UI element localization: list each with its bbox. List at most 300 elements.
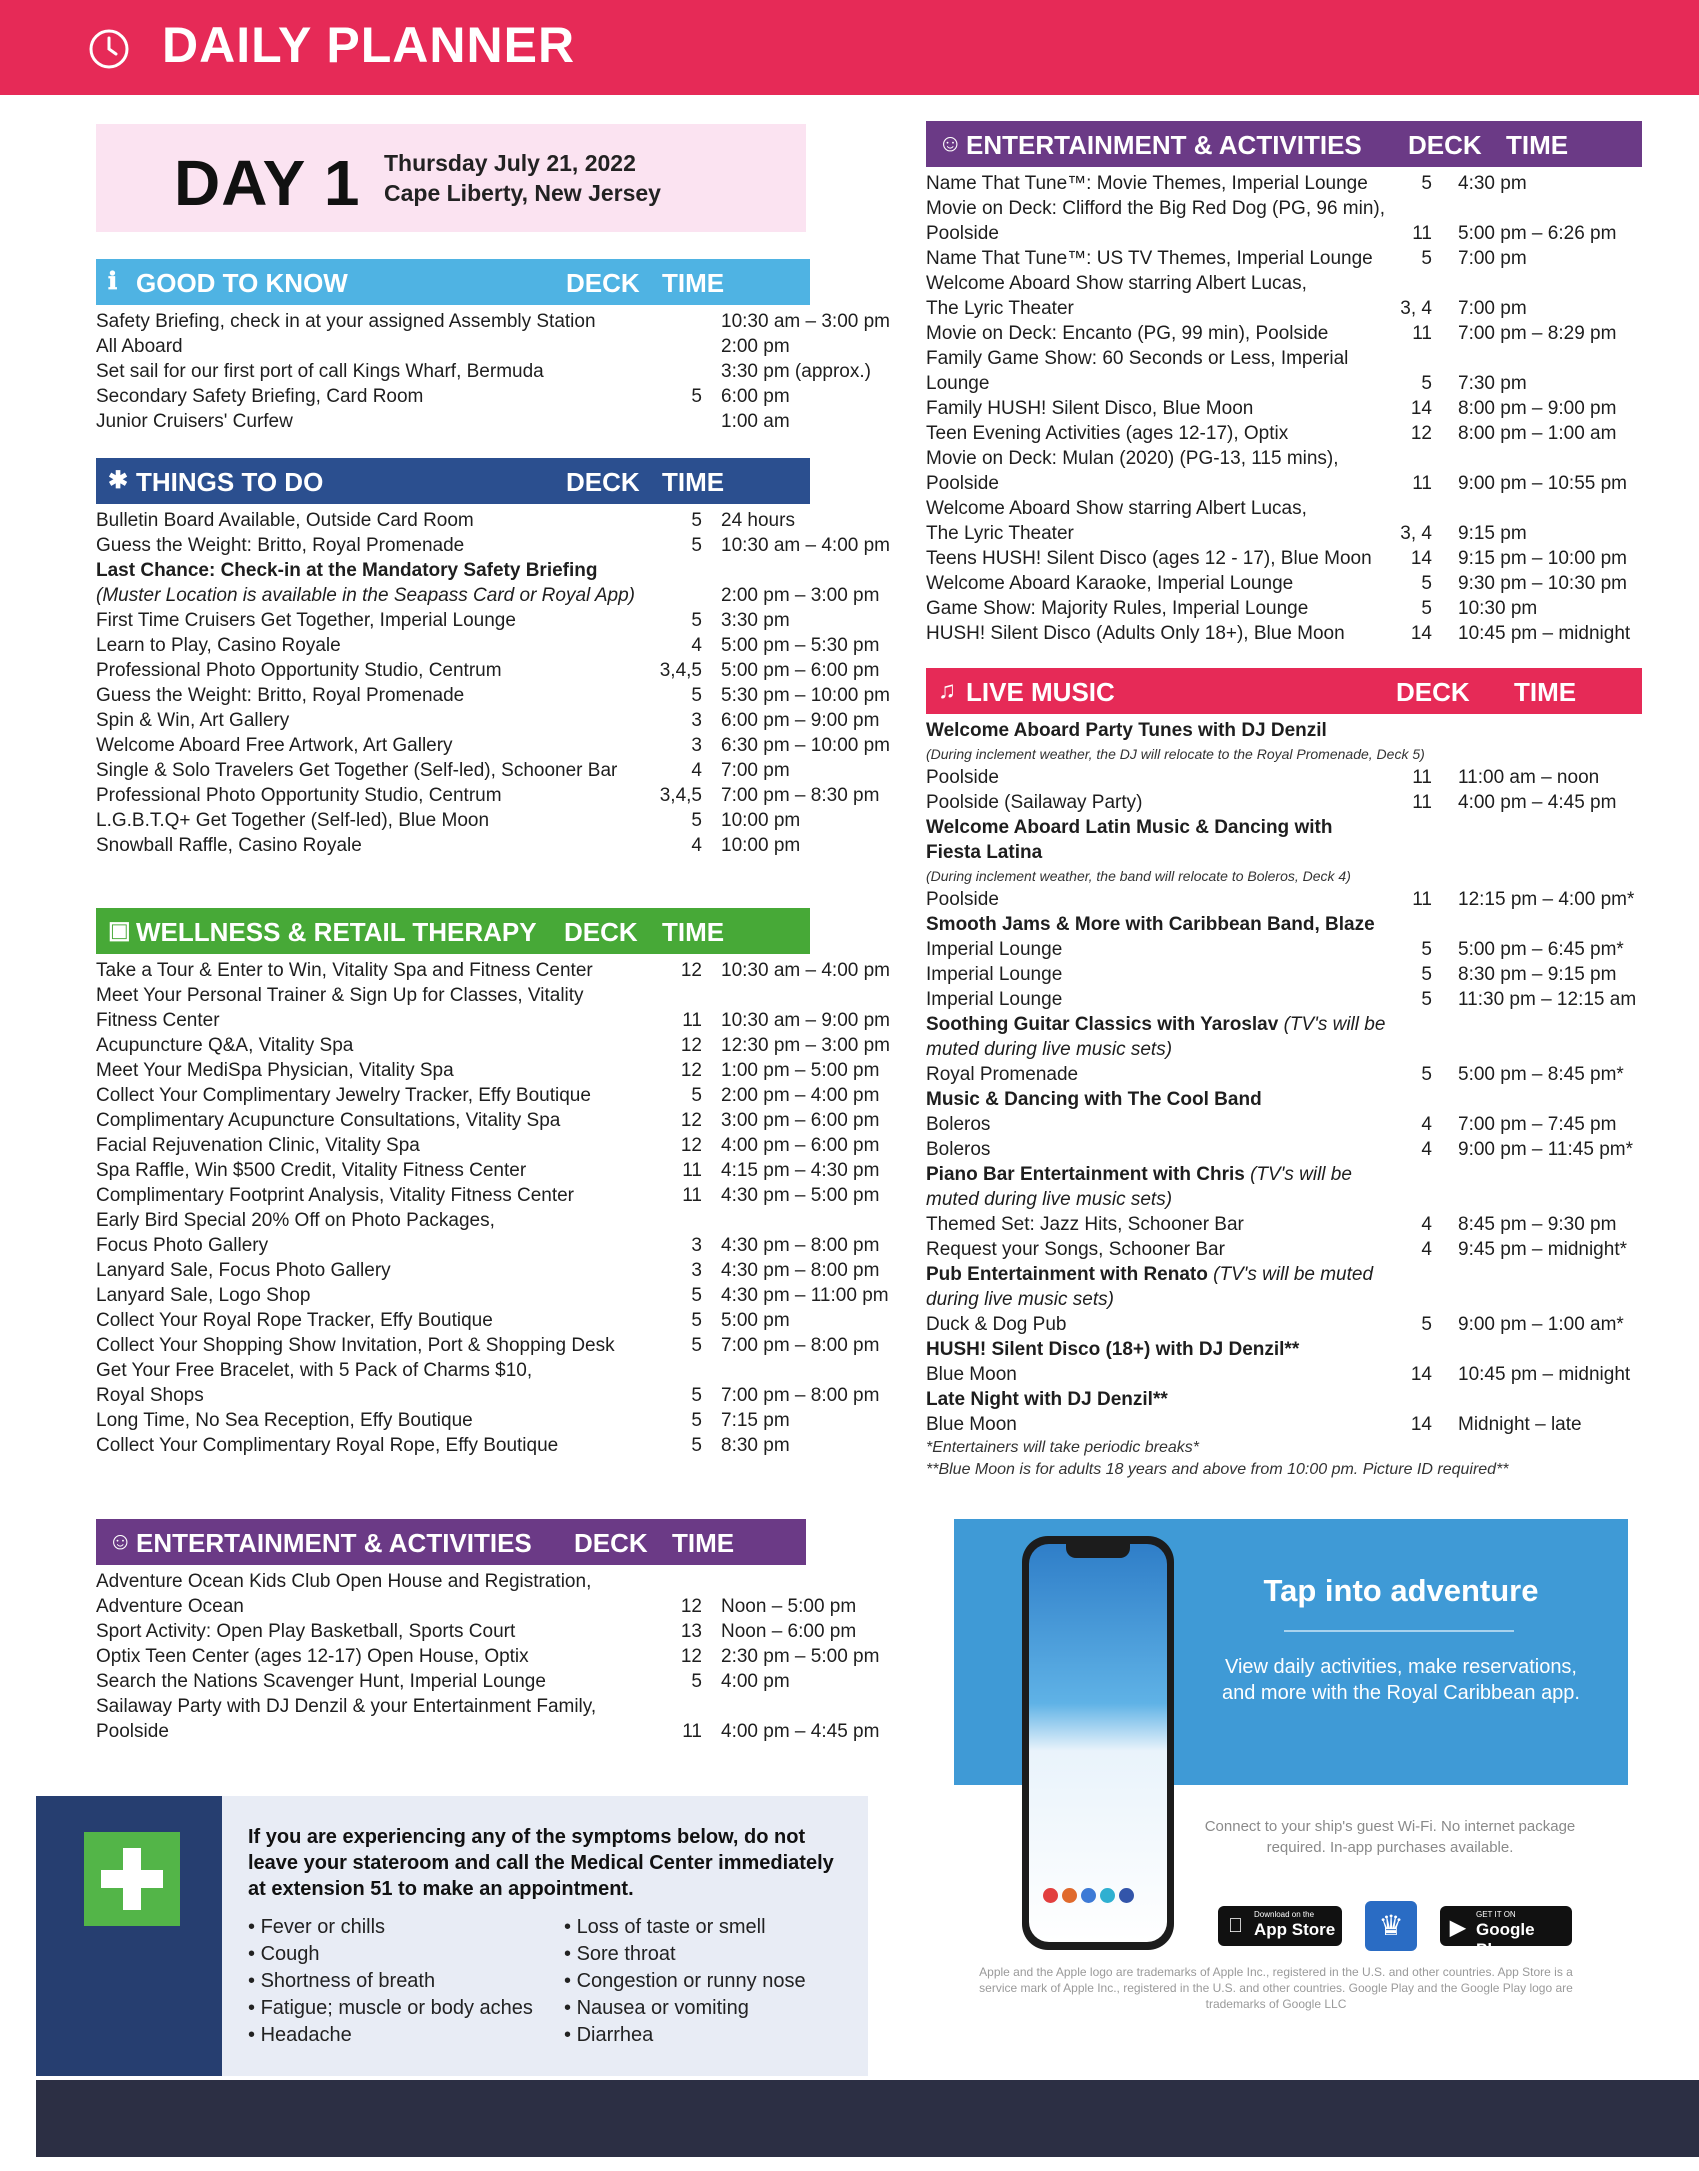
time-value: 2:00 pm – 3:00 pm [721, 585, 880, 606]
time-value: 10:45 pm – midnight [1458, 1364, 1631, 1385]
schedule-row [926, 1262, 1642, 1312]
deck-value: 5 [691, 386, 702, 407]
schedule-row [926, 1412, 1642, 1437]
event-name [96, 1083, 656, 1108]
schedule-row [96, 1408, 810, 1433]
deck-value: 5 [1421, 1314, 1432, 1335]
time-value: Noon – 6:00 pm [721, 1621, 857, 1642]
time-value: 3:30 pm (approx.) [721, 361, 871, 382]
deck-value: 4 [1421, 1114, 1432, 1135]
event-text: Collect Your Royal Rope Tracker, Effy Boutique [96, 1310, 493, 1331]
event-text: Blue Moon [926, 1364, 1017, 1385]
event-text: Guess the Weight: Britto, Royal Promenade [96, 535, 465, 556]
event-name [926, 1387, 1386, 1412]
schedule-row [926, 271, 1642, 321]
event-name [926, 887, 1386, 912]
schedule-row [96, 1358, 880, 1408]
event-name [926, 1062, 1386, 1087]
schedule-row [926, 321, 1642, 346]
time-value: 8:30 pm – 9:15 pm [1458, 964, 1617, 985]
time-value: 2:30 pm – 5:00 pm [721, 1646, 880, 1667]
day-date: Thursday July 21, 2022 [384, 150, 636, 176]
schedule-row [96, 1058, 880, 1083]
event-text: First Time Cruisers Get Together, Imperial Lounge [96, 610, 516, 631]
event-text: Spin & Win, Art Gallery [96, 710, 290, 731]
medical-notice [36, 1796, 868, 2076]
deck-column-header: DECK [1396, 677, 1470, 707]
event-text: All Aboard [96, 336, 183, 357]
event-remark: (TV's will be muted during live music sets) [926, 1264, 1374, 1310]
time-value: 9:45 pm – midnight* [1458, 1239, 1627, 1260]
event-name [926, 421, 1386, 446]
time-value: 9:00 pm – 10:55 pm [1458, 473, 1627, 494]
deck-column-header: DECK [566, 268, 640, 298]
schedule-row [96, 808, 810, 833]
time-value: 2:00 pm – 4:00 pm [721, 1085, 880, 1106]
app-icons [1043, 1888, 1153, 1908]
deck-value: 5 [691, 685, 702, 706]
section-rows [96, 1565, 880, 1744]
schedule-row [96, 409, 810, 434]
event-name [96, 658, 656, 683]
wellness-section [96, 908, 890, 1458]
deck-value: 5 [691, 1085, 702, 1106]
event-text: Welcome Aboard Free Artwork, Art Gallery [96, 735, 453, 756]
schedule-row [96, 1619, 857, 1644]
time-value: 7:15 pm [721, 1410, 790, 1431]
time-value: 9:30 pm – 10:30 pm [1458, 573, 1627, 594]
section-header [926, 121, 1642, 167]
deck-value: 12 [680, 1646, 702, 1667]
event-name [96, 508, 656, 533]
time-value: 9:00 pm – 11:45 pm* [1458, 1139, 1633, 1160]
time-value: 10:30 am – 9:00 pm [721, 1010, 890, 1031]
event-name [96, 633, 656, 658]
event-text: Blue Moon [926, 1414, 1017, 1435]
schedule-row [926, 1012, 1642, 1062]
event-text: Welcome Aboard Show starring Albert Lucas, [926, 273, 1307, 294]
event-text: Piano Bar Entertainment with Chris [926, 1164, 1245, 1185]
symptom-item: • Diarrhea [564, 2022, 806, 2049]
event-name [96, 808, 656, 833]
promo-divider [1284, 1630, 1514, 1632]
event-text: Teen Evening Activities (ages 12-17), Optix [926, 423, 1289, 444]
schedule-row [96, 558, 880, 608]
event-name [96, 1183, 656, 1208]
section-header [926, 668, 1642, 714]
section-header [96, 259, 810, 305]
deck-value: 3, 4 [1400, 523, 1432, 544]
event-name [96, 1433, 656, 1458]
time-value: 7:00 pm – 8:30 pm [721, 785, 880, 806]
schedule-row [926, 496, 1642, 546]
time-value: 8:45 pm – 9:30 pm [1458, 1214, 1617, 1235]
section-header [96, 1519, 806, 1565]
event-text: Complimentary Footprint Analysis, Vitality Fitness Center [96, 1185, 574, 1206]
event-name [926, 987, 1386, 1012]
deck-value: 12 [680, 1035, 702, 1056]
event-name-cont: Focus Photo Gallery [96, 1235, 269, 1256]
section-header [96, 908, 810, 954]
time-value: 10:30 am – 4:00 pm [721, 535, 890, 556]
event-text: HUSH! Silent Disco (Adults Only 18+), Blue Moon [926, 623, 1345, 644]
time-value: 10:00 pm [721, 810, 801, 831]
page-footer-band [36, 2080, 1699, 2157]
event-name [926, 1137, 1386, 1162]
deck-value: 4 [1421, 1139, 1432, 1160]
event-text: Imperial Lounge [926, 964, 1063, 985]
deck-value: 11 [682, 1721, 702, 1742]
deck-value: 5 [1421, 939, 1432, 960]
time-value: 4:00 pm – 6:00 pm [721, 1135, 880, 1156]
deck-value: 5 [1421, 989, 1432, 1010]
time-value: Midnight – late [1458, 1414, 1582, 1435]
event-name [96, 1133, 656, 1158]
time-value: 9:15 pm – 10:00 pm [1458, 548, 1627, 569]
event-name [96, 733, 656, 758]
time-value: 4:30 pm – 8:00 pm [721, 1260, 880, 1281]
schedule-row [96, 708, 880, 733]
deck-value: 11 [1412, 767, 1432, 788]
time-value: 7:00 pm – 8:00 pm [721, 1335, 880, 1356]
event-name [96, 608, 656, 633]
event-text: Set sail for our first port of call Kings Wharf, Bermuda [96, 361, 544, 382]
schedule-row [926, 546, 1642, 571]
deck-value: 12 [680, 1060, 702, 1081]
time-value: 11:00 am – noon [1458, 767, 1600, 788]
time-value: 1:00 pm – 5:00 pm [721, 1060, 880, 1081]
deck-value: 11 [1412, 792, 1432, 813]
event-text: Complimentary Acupuncture Consultations, Vitality Spa [96, 1110, 561, 1131]
deck-value: 12 [680, 1596, 702, 1617]
phone-screen [1029, 1544, 1167, 1942]
time-value: 5:00 pm – 6:45 pm* [1458, 939, 1624, 960]
schedule-row [96, 758, 810, 783]
time-column-header: TIME [672, 1528, 735, 1558]
deck-value: 4 [1421, 1239, 1432, 1260]
symptoms-list-right [564, 1914, 806, 2049]
event-text: Collect Your Complimentary Royal Rope, Effy Boutique [96, 1435, 559, 1456]
schedule-row [96, 1033, 890, 1058]
things-to-do-section [96, 458, 890, 858]
event-text: Last Chance: Check-in at the Mandatory Safety Briefing [96, 560, 598, 581]
time-value: 4:15 pm – 4:30 pm [721, 1160, 880, 1181]
schedule-row [926, 815, 1642, 865]
wifi-note: Connect to your ship's guest Wi-Fi. No internet package required. In-app purchases available. [1204, 1818, 1576, 1856]
schedule-row [926, 937, 1642, 962]
deck-value: 12 [680, 1135, 702, 1156]
event-note: (Muster Location is available in the Seapass Card or Royal App) [96, 585, 635, 606]
deck-value: 5 [691, 535, 702, 556]
event-name [926, 1337, 1386, 1362]
event-text: Acupuncture Q&A, Vitality Spa [96, 1035, 354, 1056]
deck-value: 11 [1412, 323, 1432, 344]
event-name [96, 334, 656, 359]
google-play-button[interactable]: ▶ GET IT ON Google Play [1440, 1906, 1572, 1946]
time-value: 3:00 pm – 6:00 pm [721, 1110, 880, 1131]
shopping-bag-icon: ▣ [108, 917, 131, 944]
event-name [926, 912, 1386, 937]
time-value: 4:30 pm [1458, 173, 1527, 194]
event-text: Guess the Weight: Britto, Royal Promenade [96, 685, 465, 706]
event-name [96, 1033, 656, 1058]
time-value: 2:00 pm [721, 336, 790, 357]
event-name-cont: Poolside [926, 223, 999, 244]
time-value: 5:00 pm – 6:26 pm [1458, 223, 1617, 244]
time-value: 4:00 pm – 4:45 pm [721, 1721, 880, 1742]
deck-value: 3, 4 [1400, 298, 1432, 319]
event-text: Name That Tune™: Movie Themes, Imperial Lounge [926, 173, 1368, 194]
schedule-row [96, 1333, 880, 1358]
schedule-row [96, 1644, 880, 1669]
time-value: 5:00 pm [721, 1310, 790, 1331]
deck-value: 12 [680, 1110, 702, 1131]
event-name [926, 1262, 1386, 1312]
schedule-row [926, 396, 1642, 421]
event-text: Snowball Raffle, Casino Royale [96, 835, 362, 856]
event-name [926, 446, 1386, 496]
schedule-row [96, 833, 810, 858]
person-activity-icon: ✱ [108, 467, 129, 494]
time-value: 5:30 pm – 10:00 pm [721, 685, 890, 706]
event-name [96, 833, 656, 858]
time-value: 8:00 pm – 1:00 am [1458, 423, 1617, 444]
event-name [96, 1333, 656, 1358]
medical-notice-band [36, 1796, 222, 2076]
event-name [926, 246, 1386, 271]
event-text: Professional Photo Opportunity Studio, Centrum [96, 660, 502, 681]
time-value: 5:00 pm – 5:30 pm [721, 635, 880, 656]
deck-value: 5 [691, 1671, 702, 1692]
section-title: GOOD TO KNOW [136, 268, 348, 298]
schedule-row [926, 1087, 1642, 1112]
event-name [926, 1012, 1386, 1062]
event-name [926, 1412, 1386, 1437]
event-text: Movie on Deck: Mulan (2020) (PG-13, 115 mins), Poolside [926, 448, 1339, 494]
deck-value: 5 [691, 1285, 702, 1306]
section-title: WELLNESS & RETAIL THERAPY [136, 917, 537, 947]
event-name-cont: The Lyric Theater [926, 523, 1074, 544]
symptom-item: • Sore throat [564, 1941, 806, 1968]
event-name [96, 359, 656, 384]
medical-cross-icon [84, 1832, 180, 1926]
deck-value: 5 [1421, 573, 1432, 594]
event-name [96, 958, 656, 983]
time-column-header: TIME [662, 268, 725, 298]
event-text: Single & Solo Travelers Get Together (Self-led), Schooner Bar [96, 760, 618, 781]
event-text: HUSH! Silent Disco (18+) with DJ Denzil** [926, 1339, 1300, 1360]
symptom-item: • Headache [248, 2022, 533, 2049]
schedule-row [96, 1208, 880, 1258]
schedule-row [96, 783, 880, 808]
event-name [96, 783, 656, 808]
schedule-row [96, 1133, 880, 1158]
deck-value: 5 [691, 610, 702, 631]
time-value: 4:30 pm – 8:00 pm [721, 1235, 880, 1256]
event-text: Poolside [926, 767, 999, 788]
event-name [926, 937, 1386, 962]
section-rows [96, 954, 890, 1458]
schedule-row [96, 533, 890, 558]
event-name [926, 1162, 1386, 1212]
schedule-row [926, 718, 1642, 743]
event-name [926, 1362, 1386, 1387]
deck-value: 11 [682, 1185, 702, 1206]
time-value: 7:00 pm [1458, 298, 1527, 319]
time-value: Noon – 5:00 pm [721, 1596, 857, 1617]
event-name-cont: Fitness Center [96, 1010, 220, 1031]
google-play-icon: ▶ [1450, 1917, 1466, 1939]
event-text: Soothing Guitar Classics with Yaroslav [926, 1014, 1279, 1035]
deck-value: 5 [691, 810, 702, 831]
symptom-item: • Fever or chills [248, 1914, 533, 1941]
event-text: Secondary Safety Briefing, Card Room [96, 386, 424, 407]
event-name [96, 1308, 656, 1333]
schedule-row [96, 1283, 889, 1308]
event-name [96, 983, 656, 1008]
section-rows [926, 714, 1642, 1481]
entertainment-right-section [926, 121, 1642, 646]
time-column-header: TIME [662, 467, 725, 497]
schedule-row [926, 1387, 1642, 1412]
event-name [96, 384, 656, 409]
time-value: 7:30 pm [1458, 373, 1527, 394]
time-value: 4:00 pm – 4:45 pm [1458, 792, 1617, 813]
schedule-row [96, 334, 810, 359]
schedule-row [96, 1433, 810, 1458]
weather-note: (During inclement weather, the band will relocate to Boleros, Deck 4) [926, 868, 1351, 884]
info-person-icon: ℹ [108, 268, 118, 295]
schedule-row [926, 912, 1642, 937]
schedule-row [926, 1237, 1642, 1262]
apple-icon [1228, 1915, 1243, 1938]
schedule-row [926, 446, 1642, 496]
section-title: LIVE MUSIC [966, 677, 1115, 707]
schedule-row [926, 962, 1642, 987]
deck-value: 5 [691, 1435, 702, 1456]
schedule-row [96, 1183, 880, 1208]
event-text: Get Your Free Bracelet, with 5 Pack of Charms $10, [96, 1360, 533, 1381]
deck-column-header: DECK [574, 1528, 648, 1558]
deck-value: 4 [1421, 1214, 1432, 1235]
symptom-item: • Nausea or vomiting [564, 1995, 806, 2022]
symptom-item: • Shortness of breath [248, 1968, 533, 1995]
footnote: **Blue Moon is for adults 18 years and above from 10:00 pm. Picture ID required** [926, 1461, 1509, 1478]
time-column-header: TIME [662, 917, 725, 947]
event-name [926, 346, 1386, 396]
schedule-row [926, 171, 1642, 196]
deck-value: 11 [682, 1160, 702, 1181]
time-value: 24 hours [721, 510, 795, 531]
theater-masks-icon: ☺ [108, 1528, 133, 1555]
event-name [96, 1619, 656, 1644]
time-value: 10:00 pm [721, 835, 801, 856]
event-name [96, 1694, 656, 1719]
deck-value: 3 [691, 710, 702, 731]
schedule-row [96, 608, 810, 633]
event-name [926, 765, 1386, 790]
event-name [96, 1358, 656, 1383]
medical-heading: If you are experiencing any of the symptoms below, do not leave your stateroom and call the Medical Center immediately at extension 51 to make an appointment. [248, 1826, 834, 1900]
schedule-row [926, 887, 1642, 912]
time-value: 11:30 pm – 12:15 am [1458, 989, 1637, 1010]
time-value: 1:00 am [721, 411, 790, 432]
event-text: Movie on Deck: Encanto (PG, 99 min), Poolside [926, 323, 1329, 344]
deck-value: 5 [691, 1410, 702, 1431]
event-text: Pub Entertainment with Renato [926, 1264, 1208, 1285]
event-name [926, 321, 1386, 346]
time-value: 6:30 pm – 10:00 pm [721, 735, 890, 756]
time-column-header: TIME [1514, 677, 1577, 707]
event-name [96, 1208, 656, 1233]
event-text: Sport Activity: Open Play Basketball, Sports Court [96, 1621, 516, 1642]
deck-column-header: DECK [1408, 130, 1482, 160]
event-name [96, 1258, 656, 1283]
schedule-row [926, 1062, 1642, 1087]
event-text: Game Show: Majority Rules, Imperial Lounge [926, 598, 1309, 619]
event-name [96, 533, 656, 558]
time-value: 12:15 pm – 4:00 pm* [1458, 889, 1635, 910]
deck-value: 3,4,5 [659, 660, 702, 681]
event-name [96, 1644, 656, 1669]
schedule-row [96, 733, 890, 758]
event-text: Music & Dancing with The Cool Band [926, 1089, 1262, 1110]
schedule-row [96, 633, 880, 658]
time-value: 9:15 pm [1458, 523, 1527, 544]
deck-value: 4 [691, 835, 702, 856]
event-name [96, 1058, 656, 1083]
event-name-cont: Adventure Ocean [96, 1596, 244, 1617]
event-text: Spa Raffle, Win $500 Credit, Vitality Fitness Center [96, 1160, 527, 1181]
section-title: THINGS TO DO [136, 467, 324, 497]
app-store-button[interactable]: Download on the App Store [1218, 1906, 1342, 1946]
section-header [96, 458, 810, 504]
schedule-row [96, 1258, 880, 1283]
event-text: Sailaway Party with DJ Denzil & your Entertainment Family, [96, 1696, 597, 1717]
time-value: 4:00 pm [721, 1671, 790, 1692]
deck-value: 14 [1410, 1414, 1432, 1435]
event-name [96, 409, 656, 434]
time-value: 7:00 pm – 8:00 pm [721, 1385, 880, 1406]
time-value: 7:00 pm – 7:45 pm [1458, 1114, 1617, 1135]
event-name-cont: Royal Shops [96, 1385, 204, 1406]
event-text: Collect Your Shopping Show Invitation, Port & Shopping Desk [96, 1335, 615, 1356]
deck-value: 5 [691, 1310, 702, 1331]
time-value: 8:30 pm [721, 1435, 790, 1456]
time-value: 6:00 pm [721, 386, 790, 407]
event-name [926, 1212, 1386, 1237]
event-text: Facial Rejuvenation Clinic, Vitality Spa [96, 1135, 420, 1156]
event-text: Adventure Ocean Kids Club Open House and Registration, [96, 1571, 592, 1592]
symptoms-list-left [248, 1914, 533, 2049]
royal-caribbean-logo: ♛ [1365, 1901, 1417, 1951]
weather-note: (During inclement weather, the DJ will relocate to the Royal Promenade, Deck 5) [926, 746, 1425, 762]
schedule-row [96, 1108, 880, 1133]
schedule-row [926, 1337, 1642, 1362]
schedule-row [96, 683, 890, 708]
symptom-item: • Fatigue; muscle or body aches [248, 1995, 533, 2022]
event-name [926, 1312, 1386, 1337]
deck-value: 14 [1410, 548, 1432, 569]
event-text: Take a Tour & Enter to Win, Vitality Spa and Fitness Center [96, 960, 593, 981]
clock-icon [88, 28, 130, 70]
deck-value: 3 [691, 1235, 702, 1256]
deck-value: 3,4,5 [659, 785, 702, 806]
time-value: 12:30 pm – 3:00 pm [721, 1035, 890, 1056]
schedule-row [96, 1158, 880, 1183]
promo-subtext: View daily activities, make reservations, and more with the Royal Caribbean app. [1222, 1656, 1580, 1704]
time-value: 8:00 pm – 9:00 pm [1458, 398, 1617, 419]
